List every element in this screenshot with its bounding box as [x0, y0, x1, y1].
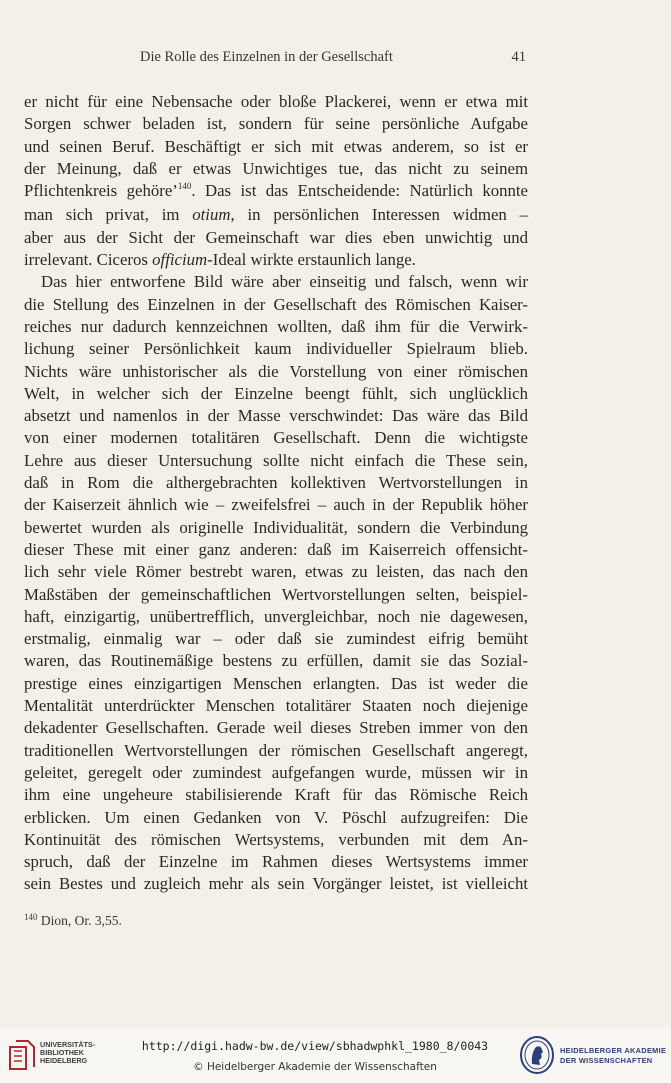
ub-label-line: BIBLIOTHEK: [40, 1048, 84, 1058]
university-library-label: [40, 1041, 95, 1066]
text-segment: , in persönlichen Interessen widmen –: [230, 205, 528, 225]
text-line: erblicken. Um einen Gedanken von V. Pöschl aufzugreifen: Die: [24, 807, 528, 827]
text-line: aber aus der Sicht der Gemeinschaft war dies eben unwichtig und: [24, 227, 528, 247]
text-line: daß in Rom die althergebrachten kollektiven Wertvorstellungen in: [24, 473, 528, 493]
text-line: [24, 180, 528, 204]
text-line: lichung seiner Persönlichkeit kaum individueller Spielraum blieb.: [24, 339, 528, 359]
digitization-footer: [0, 1027, 671, 1083]
text-line: Sorgen schwer beladen ist, sondern für seine persönliche Aufgabe: [24, 114, 528, 134]
text-line: und seinen Beruf. Beschäftigt er sich mit etwas anderem, so ist er: [24, 136, 528, 156]
text-segment: man sich privat, im: [24, 205, 193, 225]
ub-label-line: HEIDELBERG: [40, 1056, 88, 1066]
footnote-marker: 140: [177, 181, 192, 192]
text-line: absetzt und namenlos in der Masse verschwindet: Das wäre das Bild: [24, 406, 528, 426]
text-line: erstmalig, einmalig war – oder daß sie zumindest eifrig bemüht: [24, 629, 528, 649]
text-line: Maßstäben der gemeinschaftlichen Wertvorstellungen selten, beispiel-: [24, 584, 528, 604]
text-line: traditionellen Wertvorstellungen der römischen Gesellschaft angeregt,: [24, 740, 528, 760]
italic-term-otium: otium: [192, 205, 231, 225]
text-line: Nichts wäre unhistorischer als die Vorstellung von einer römischen: [24, 361, 528, 381]
text-line: sein Bestes und zugleich mehr als sein Vorgänger leistet, ist vielleicht: [24, 874, 528, 894]
footnote-number: 140: [24, 912, 38, 922]
text-line: dieser These mit einer ganz anderen: daß im Kaiserreich offensicht-: [24, 539, 528, 559]
text-line: [24, 204, 528, 226]
text-line: Welt, in welcher sich der Einzelne beengt fühlt, sich unglücklich: [24, 383, 528, 403]
text-line: die Stellung des Einzelnen in der Gesellschaft des Römischen Kaiser-: [24, 294, 528, 314]
text-line: Kontinuität des römischen Wertsystems, verbunden mit dem An-: [24, 829, 528, 849]
text-segment: -Ideal wirkte erstaunlich lange.: [207, 250, 416, 270]
text-segment: Pflichtenkreis gehöre’: [24, 181, 178, 201]
text-line: geleitet, geregelt oder zumindest aufgefangen wurde, müssen wir in: [24, 762, 528, 782]
text-line: ihm eine ungeheure stabilisierende Kraft für das Römische Reich: [24, 785, 528, 805]
text-line: er nicht für eine Nebensache oder bloße Plackerei, wenn er etwa mit: [24, 92, 528, 111]
text-line: von einer modernen totalitären Gesellschaft. Denn die wichtigste: [24, 428, 528, 448]
text-line: bewertet wurden als originelle Individualität, sondern die Verbindung: [24, 517, 528, 537]
text-line: lich sehr viele Römer bestrebt waren, etwas zu leisten, das nach den: [24, 562, 528, 582]
text-line: Mentalität unterdrückter Menschen totalitärer Staaten noch diejenige: [24, 696, 528, 716]
text-line: reiches nur dadurch kennzeichnen wollten, daß ihm für die Verwirk-: [24, 316, 528, 336]
footnote: [24, 913, 122, 929]
academy-seal-icon: [519, 1035, 555, 1075]
text-line: dekadenter Gesellschaften. Gerade weil dieses Streben immer von den: [24, 718, 528, 738]
text-line: Lehre aus dieser Untersuchung sollte nicht einfach die These sein,: [24, 450, 528, 470]
academy-label: [560, 1046, 666, 1066]
italic-term-officium: officium: [152, 250, 208, 270]
text-line: haft, einzigartig, unübertrefflich, unvergleichbar, noch nie dagewesen,: [24, 606, 528, 626]
text-line: der Meinung, daß er etwas Unwichtiges tue, das nicht zu seinem: [24, 158, 528, 178]
text-line: waren, das Routinemäßige bestens zu erfüllen, damit sie das Sozial-: [24, 651, 528, 671]
text-line: prestige eines einzigartigen Menschen erlangten. Das ist weder die: [24, 673, 528, 693]
academy-label-line: HEIDELBERGER AKADEMIE: [560, 1046, 667, 1055]
text-segment: . Das ist das Entscheidende: Natürlich konnte: [191, 181, 528, 201]
running-title: Die Rolle des Einzelnen in der Gesellschaft: [140, 49, 393, 65]
academy-label-line: DER WISSENSCHAFTEN: [560, 1056, 653, 1065]
text-line: [24, 249, 528, 271]
source-url-link[interactable]: http://digi.hadw-bw.de/view/sbhadwphkl_1980_8/0043: [141, 1039, 489, 1053]
footnote-text: Dion, Or. 3,55.: [40, 913, 122, 928]
text-line: der Kaiserzeit ähnlich wie – zweifelsfrei – auch in der Republik höher: [24, 495, 528, 515]
university-library-logo-icon: [8, 1037, 38, 1073]
text-line: spruch, daß der Einzelne im Rahmen dieses Wertsystems immer: [24, 852, 528, 872]
ub-label-line: UNIVERSITÄTS-: [40, 1040, 96, 1049]
copyright-notice: © Heidelberger Akademie der Wissenschaften: [193, 1061, 437, 1073]
body-text: [24, 91, 528, 896]
text-line: Das hier entworfene Bild wäre aber einseitig und falsch, wenn wir: [41, 272, 528, 292]
paragraph-1: [24, 91, 528, 271]
page-number: 41: [511, 49, 526, 65]
text-segment: irrelevant. Ciceros: [24, 250, 153, 270]
paragraph-2: [24, 271, 528, 895]
